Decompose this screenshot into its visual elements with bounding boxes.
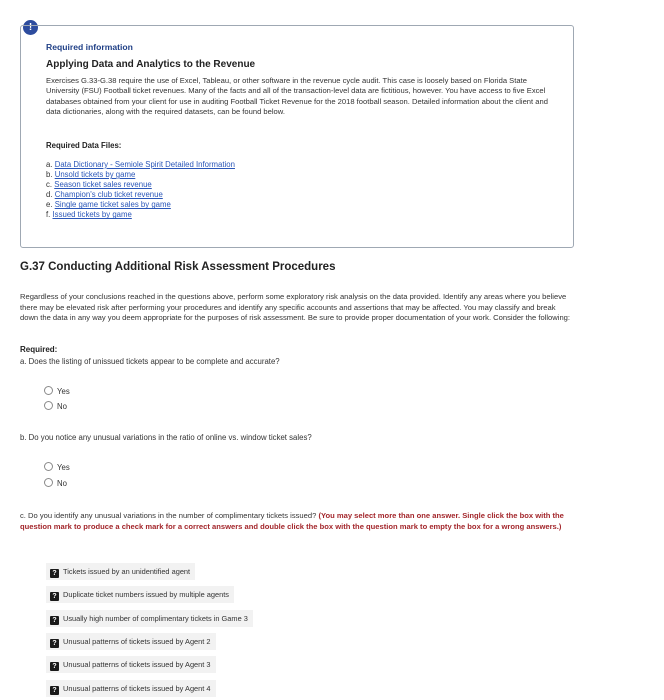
question-mark-checkbox-icon[interactable]: ? (50, 686, 59, 695)
question-mark-checkbox-icon[interactable]: ? (50, 592, 59, 601)
option-label: Yes (57, 387, 70, 396)
option-label: Usually high number of complimentary tickets in Game 3 (63, 614, 248, 623)
question-mark-checkbox-icon[interactable]: ? (50, 639, 59, 648)
section-title: G.37 Conducting Additional Risk Assessment Procedures (20, 261, 336, 273)
file-prefix: e. (46, 200, 53, 210)
radio-button[interactable] (44, 462, 53, 471)
alert-icon: ! (23, 20, 38, 35)
data-files-title: Required Data Files: (46, 141, 122, 150)
file-item (46, 160, 235, 170)
question-a-option-yes[interactable] (44, 386, 70, 398)
file-link-champions-club[interactable]: Champion's club ticket revenue (54, 190, 163, 200)
question-a-text: a. Does the listing of unissued tickets appear to be complete and accurate? (20, 357, 280, 366)
question-c-text: c. Do you identify any unusual variations in the number of complimentary tickets issued? (20, 511, 317, 520)
file-item (46, 190, 235, 200)
file-link-issued-tickets[interactable]: Issued tickets by game (52, 210, 132, 220)
case-intro: Exercises G.33-G.38 require the use of Excel, Tableau, or other software in the revenue cycle audit. This case is loosely based on Florida State University (FSU) Football ticket revenues. Many of the facts and all of the transaction-level data are fictitious, however. You have access to five Excel databases obtained from your client for use in auditing Football Ticket Revenue for the 2018 football season. Detailed information about the client and data dictionaries, along with the required datasets, can be found below. (46, 76, 548, 117)
radio-button[interactable] (44, 478, 53, 487)
section-instructions: Regardless of your conclusions reached in the questions above, perform some exploratory risk analysis on the data provided. Identify any areas where you believe there may be elevated risk after performing your procedures and identify any specific accounts and assertions that may be affected. You may classify and break down the data in any way you deem appropriate for the purposes of risk assessment. Be sure to provide proper documentation of your work. Consider the following: (20, 292, 571, 322)
question-c-option[interactable] (46, 586, 234, 603)
question-c-option[interactable] (46, 610, 253, 627)
question-c-option[interactable] (46, 656, 216, 673)
required-information-panel (20, 25, 574, 248)
file-item (46, 200, 235, 210)
case-heading: Applying Data and Analytics to the Revenue (46, 59, 256, 70)
option-label: Duplicate ticket numbers issued by multiple agents (63, 590, 229, 599)
question-mark-checkbox-icon[interactable]: ? (50, 616, 59, 625)
question-mark-checkbox-icon[interactable]: ? (50, 569, 59, 578)
question-b-option-yes[interactable] (44, 462, 70, 474)
option-label: Unusual patterns of tickets issued by Agent 4 (63, 684, 211, 693)
question-c-instruction: (You may select more than one answer. Single click the box with the question mark to produce a check mark for a correct answers and double click the box with the question mark to empty the box for a wrong answers.) (20, 511, 564, 531)
option-label: Unusual patterns of tickets issued by Agent 2 (63, 637, 211, 646)
radio-button[interactable] (44, 401, 53, 410)
question-b-text: b. Do you notice any unusual variations in the ratio of online vs. window ticket sales? (20, 433, 312, 442)
radio-button[interactable] (44, 386, 53, 395)
question-b-option-no[interactable] (44, 478, 67, 490)
file-prefix: a. (46, 160, 53, 169)
file-item (46, 210, 235, 220)
file-link-season-ticket-sales[interactable]: Season ticket sales revenue (54, 180, 152, 190)
file-prefix: b. (46, 170, 53, 180)
file-item (46, 170, 235, 180)
option-label: Yes (57, 463, 70, 472)
question-a-option-no[interactable] (44, 401, 67, 413)
option-label: Unusual patterns of tickets issued by Agent 3 (63, 660, 211, 669)
option-label: Tickets issued by an unidentified agent (63, 567, 191, 576)
question-c-option[interactable] (46, 633, 216, 650)
data-file-list (46, 160, 235, 221)
file-link-unsold-tickets[interactable]: Unsold tickets by game (54, 170, 136, 180)
file-prefix: c. (46, 180, 53, 190)
required-label: Required: (20, 345, 58, 354)
file-link-data-dictionary[interactable]: Data Dictionary - Semiole Spirit Detailed Information (54, 160, 235, 169)
question-mark-checkbox-icon[interactable]: ? (50, 662, 59, 671)
question-c (20, 511, 580, 532)
panel-title: Required information (46, 42, 133, 52)
file-prefix: f. (46, 210, 51, 220)
option-label: No (57, 402, 67, 411)
question-c-option[interactable] (46, 680, 216, 697)
file-item (46, 180, 235, 190)
file-prefix: d. (46, 190, 53, 200)
option-label: No (57, 479, 67, 488)
question-c-option[interactable] (46, 563, 195, 580)
file-link-single-game-sales[interactable]: Single game ticket sales by game (54, 200, 171, 210)
